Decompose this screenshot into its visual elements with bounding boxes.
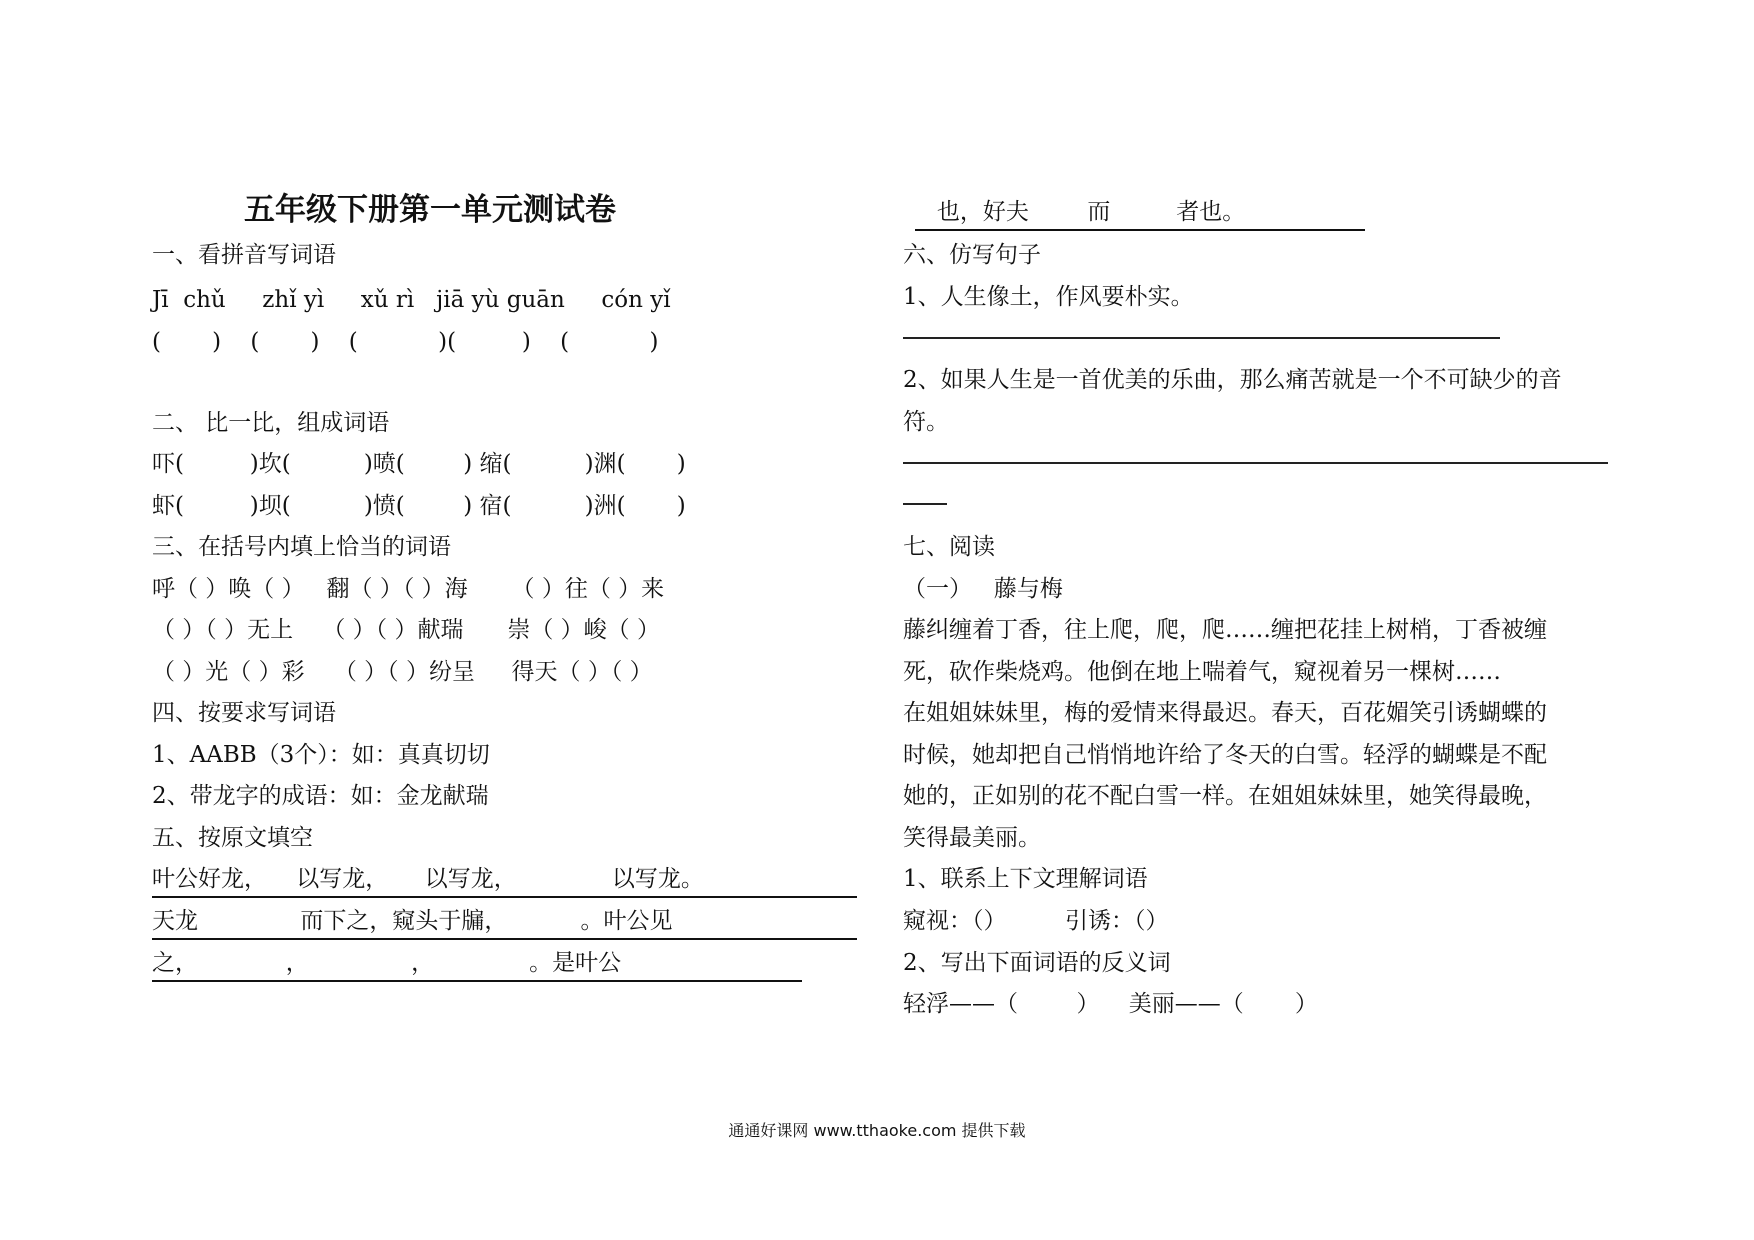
section-6-heading: 六、仿写句子 [903, 242, 1041, 268]
question-1: 1、联系上下文理解词语 [903, 866, 1148, 892]
fill-row-1: 呼（ ）唤（ ） 翻（ ）（ ）海 （ ）往（ ）来 [152, 576, 665, 602]
page-footer: 通通好课网 www.tthaoke.com 提供下载 [728, 1121, 1026, 1140]
fill-row-3: （ ）光（ ）彩 （ ）（ ）纷呈 得天（ ）（ ） [152, 659, 653, 685]
section-3-heading: 三、在括号内填上恰当的词语 [152, 534, 451, 560]
section-5-heading: 五、按原文填空 [152, 825, 313, 851]
section-2-heading: 二、 比一比，组成词语 [152, 410, 390, 436]
section-4-heading: 四、按要求写词语 [152, 700, 336, 726]
cloze-line-4: 也，好夫 而 者也。 [915, 195, 1365, 231]
passage-line: 藤纠缠着丁香，往上爬，爬，爬……缠把花挂上树梢，丁香被缠 [903, 617, 1547, 643]
section-4-item-2: 2、带龙字的成语：如：金龙献瑞 [152, 783, 489, 809]
cloze-line-2: 天龙 而下之，窥头于牖， 。叶公见 [152, 904, 857, 940]
answer-line-1 [903, 337, 1500, 339]
section-7-heading: 七、阅读 [903, 534, 995, 560]
question-2-answers: 轻浮——（ ） 美丽——（ ） [903, 991, 1318, 1017]
answer-line-2 [903, 462, 1608, 464]
section-6-item-1: 1、人生像土，作风要朴实。 [903, 284, 1194, 310]
pinyin-row: Jī chǔ zhǐ yì xǔ rì jiā yù guān cón yǐ [152, 287, 671, 313]
passage-line: 时候，她却把自己悄悄地许给了冬天的白雪。轻浮的蝴蝶是不配 [903, 742, 1547, 768]
section-6-item-2: 2、如果人生是一首优美的乐曲，那么痛苦就是一个不可缺少的音 [903, 367, 1562, 393]
reading-subtitle: （一） 藤与梅 [903, 576, 1063, 602]
answer-boxes-row: ( ) ( ) ( )( ) ( ) [152, 329, 659, 355]
cloze-line-1: 叶公好龙， 以写龙， 以写龙， 以写龙。 [152, 862, 857, 898]
fill-row-2: （ ）（ ）无上 （ ）（ ）献瑞 崇（ ）峻（ ） [152, 617, 660, 643]
section-1-heading: 一、看拼音写词语 [152, 242, 336, 268]
passage-line: 她的，正如别的花不配白雪一样。在姐姐妹妹里，她笑得最晚， [903, 783, 1547, 809]
compare-row-2: 虾( )坝( )愤( ) 宿( )洲( ) [152, 493, 686, 519]
passage-line: 笑得最美丽。 [903, 825, 1041, 851]
section-4-item-1: 1、AABB（3个）：如：真真切切 [152, 742, 490, 768]
passage-line: 在姐姐妹妹里，梅的爱情来得最迟。春天，百花媚笑引诱蝴蝶的 [903, 700, 1547, 726]
section-6-item-2-cont: 符。 [903, 409, 949, 435]
question-1-answers: 窥视：（） 引诱：（） [903, 908, 1169, 934]
page-title: 五年级下册第一单元测试卷 [244, 192, 616, 228]
passage-line: 死，砍作柴烧鸡。他倒在地上喘着气，窥视着另一棵树…… [903, 659, 1501, 685]
answer-line-2-cont [903, 503, 947, 505]
cloze-line-3: 之， ， ， 。是叶公 [152, 946, 802, 982]
question-2: 2、写出下面词语的反义词 [903, 950, 1171, 976]
compare-row-1: 吓( )坎( )喷( ) 缩( )渊( ) [152, 451, 686, 477]
